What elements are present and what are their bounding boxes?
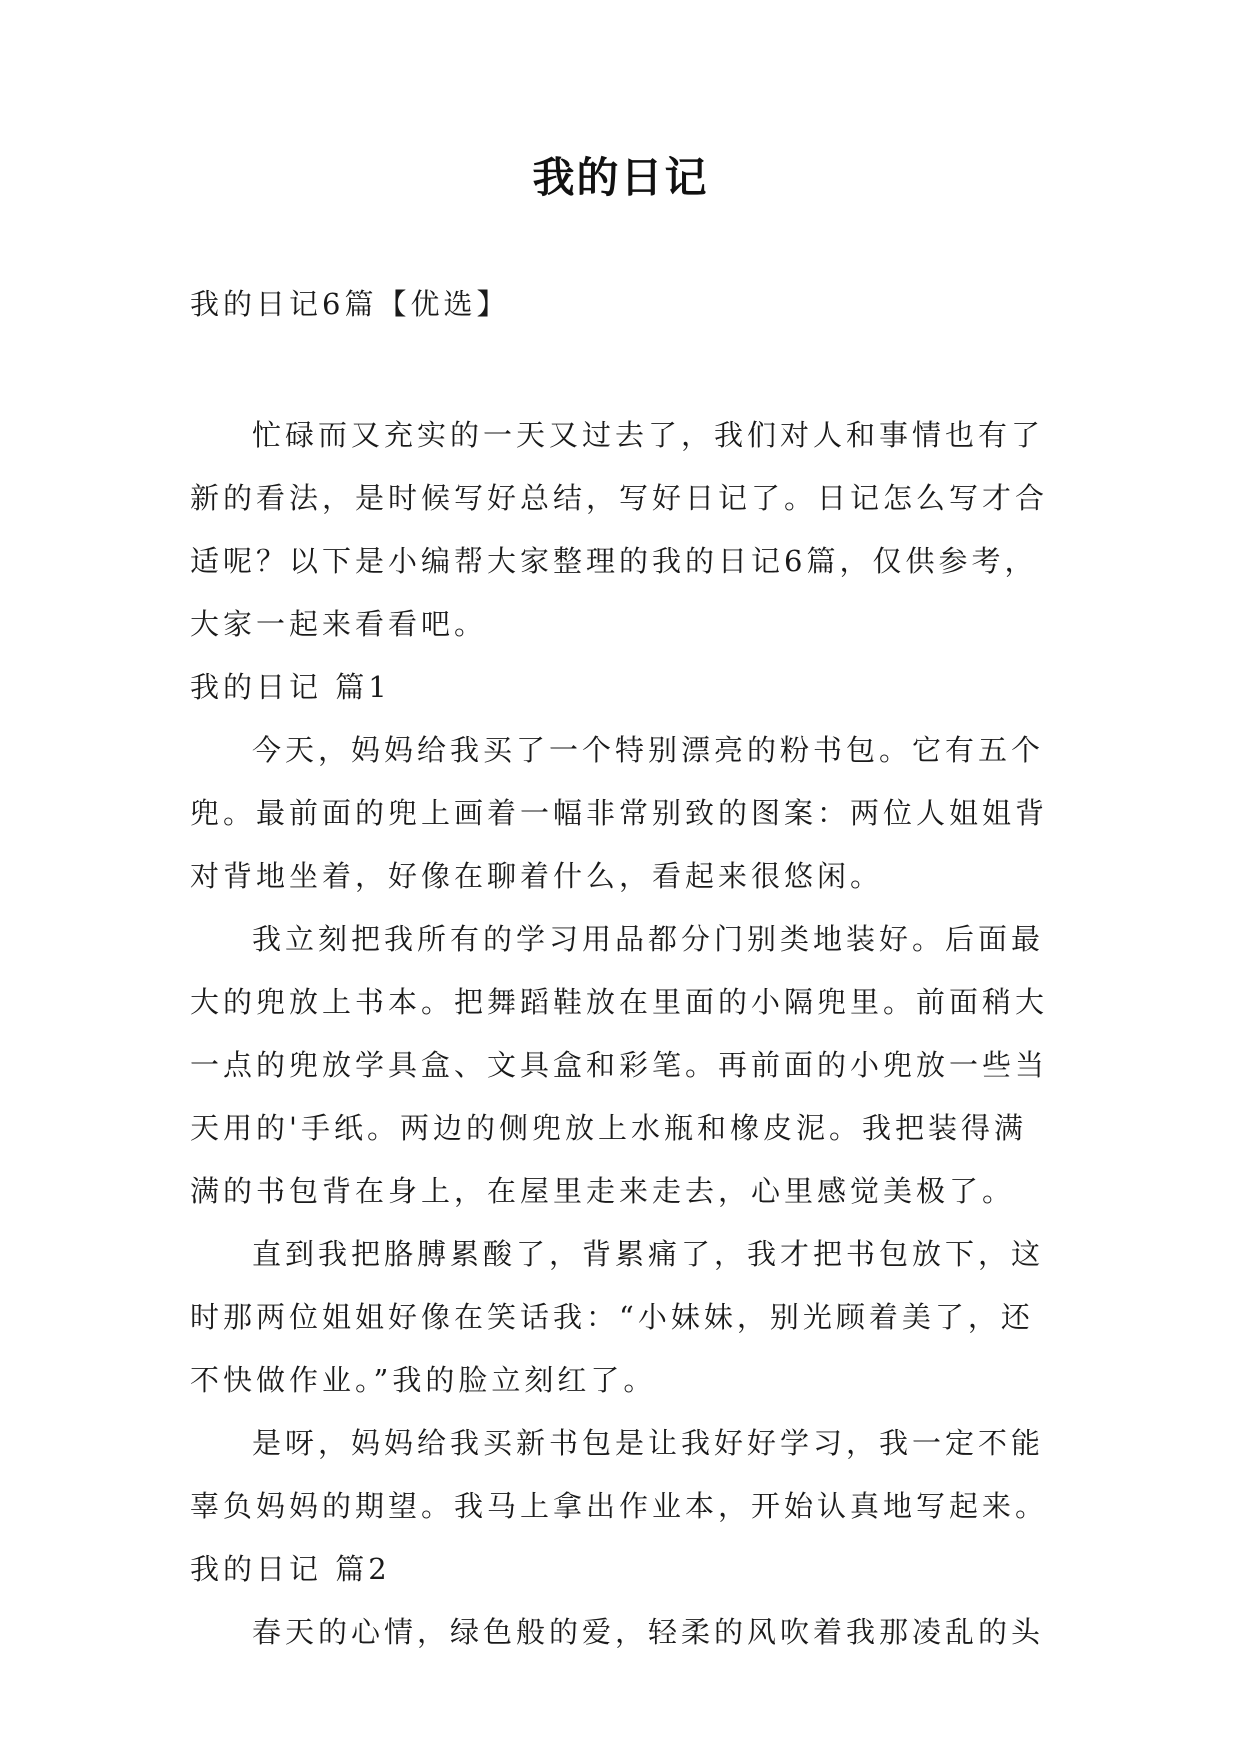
intro-line: 适呢？以下是小编帮大家整理的我的日记6篇，仅供参考， — [190, 544, 1038, 578]
paragraph-line: 对背地坐着，好像在聊着什么，看起来很悠闲。 — [190, 859, 884, 893]
paragraph-line: 直到我把胳膊累酸了，背累痛了，我才把书包放下，这 — [252, 1237, 1045, 1271]
paragraph — [190, 1412, 1050, 1538]
paragraph-line: 大的兜放上书本。把舞蹈鞋放在里面的小隔兜里。前面稍大 — [190, 985, 1049, 1019]
intro-line: 大家一起来看看吧。 — [190, 607, 488, 641]
section-heading-1: 我的日记 篇1 — [190, 670, 391, 704]
paragraph — [190, 719, 1050, 908]
paragraph — [190, 1601, 1050, 1664]
paragraph-line: 不快做作业。”我的脸立刻红了。 — [190, 1363, 657, 1397]
paragraph-line: 兜。最前面的兜上画着一幅非常别致的图案：两位人姐姐背 — [190, 796, 1049, 830]
paragraph-line: 今天，妈妈给我买了一个特别漂亮的粉书包。它有五个 — [252, 733, 1045, 767]
paragraph-line: 天用的'手纸。两边的侧兜放上水瓶和橡皮泥。我把装得满 — [190, 1111, 1027, 1145]
paragraph-line: 辜负妈妈的期望。我马上拿出作业本，开始认真地写起来。 — [190, 1489, 1049, 1523]
document-body — [190, 286, 1050, 1664]
paragraph-line: 是呀，妈妈给我买新书包是让我好好学习，我一定不能 — [252, 1426, 1045, 1460]
blank-spacer — [190, 322, 1050, 404]
paragraph — [190, 908, 1050, 1223]
paragraph-line: 时那两位姐姐好像在笑话我：“小妹妹，别光顾着美了，还 — [190, 1300, 1034, 1334]
intro-line: 新的看法，是时候写好总结，写好日记了。日记怎么写才合 — [190, 481, 1049, 515]
paragraph-line: 春天的心情，绿色般的爱，轻柔的风吹着我那凌乱的头 — [252, 1615, 1045, 1649]
intro-line: 忙碌而又充实的一天又过去了，我们对人和事情也有了 — [252, 418, 1045, 452]
paragraph-line: 满的书包背在身上，在屋里走来走去，心里感觉美极了。 — [190, 1174, 1016, 1208]
document-subtitle: 我的日记6篇【优选】 — [190, 287, 510, 321]
section-heading-2: 我的日记 篇2 — [190, 1552, 391, 1586]
intro-paragraph — [190, 404, 1050, 656]
paragraph-line: 一点的兜放学具盒、文具盒和彩笔。再前面的小兜放一些当 — [190, 1048, 1049, 1082]
document-title: 我的日记 — [532, 153, 709, 202]
paragraph — [190, 1223, 1050, 1412]
paragraph-line: 我立刻把我所有的学习用品都分门别类地装好。后面最 — [252, 922, 1045, 956]
